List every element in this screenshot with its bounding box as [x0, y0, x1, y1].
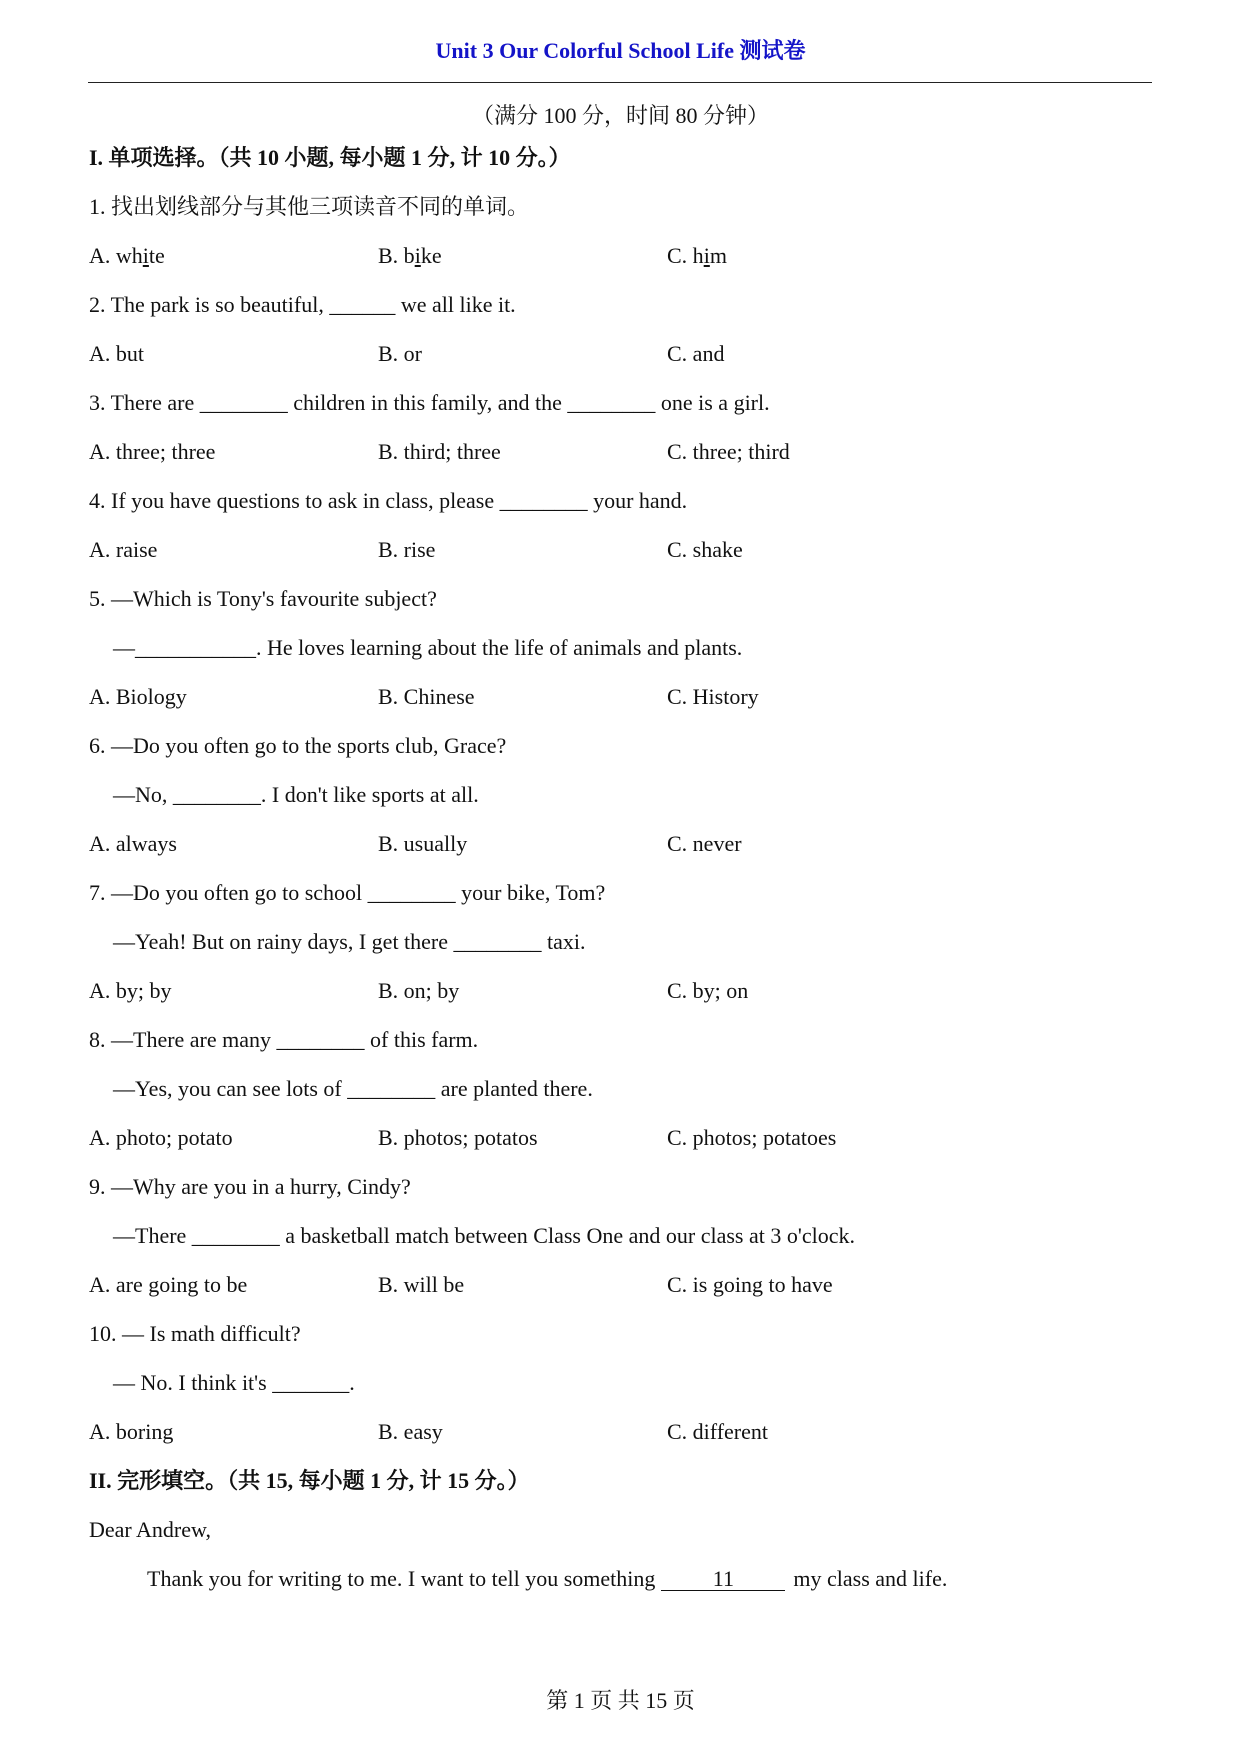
- document-subtitle: （满分 100 分，时间 80 分钟）: [471, 103, 769, 128]
- question-stem: 8. —There are many ________ of this farm.: [89, 1027, 479, 1052]
- question-stem: 1. 找出划线部分与其他三项读音不同的单词。: [89, 194, 530, 219]
- option-b: B. usually: [378, 831, 468, 856]
- question-stem: 4. If you have questions to ask in class, please ________ your hand.: [89, 488, 688, 513]
- letter-greeting: Dear Andrew,: [89, 1517, 211, 1542]
- option-b: B. photos; potatos: [378, 1125, 538, 1150]
- question-options: [89, 536, 1153, 585]
- question-response: — No. I think it's _______.: [113, 1370, 355, 1395]
- question-options: [89, 1124, 1153, 1173]
- question-options: [89, 340, 1153, 389]
- question-stem: 2. The park is so beautiful, ______ we all like it.: [89, 292, 516, 317]
- option-a: A. boring: [89, 1419, 174, 1444]
- option-c: C. different: [667, 1419, 769, 1444]
- option-b: B. easy: [378, 1419, 443, 1444]
- question-stem: 9. —Why are you in a hurry, Cindy?: [89, 1174, 411, 1199]
- section-heading: I. 单项选择。（共 10 小题, 每小题 1 分, 计 10 分。）: [89, 145, 571, 170]
- question-options: [89, 242, 1153, 291]
- question-options: [89, 438, 1153, 487]
- question-stem: 10. — Is math difficult?: [89, 1321, 301, 1346]
- underlined-letter: i: [414, 243, 421, 268]
- question-stem: 5. —Which is Tony's favourite subject?: [89, 586, 437, 611]
- question-stem: 3. There are ________ children in this family, and the ________ one is a girl.: [89, 390, 770, 415]
- question-response: —There ________ a basketball match between Class One and our class at 3 o'clock.: [113, 1223, 855, 1248]
- question-response: —Yeah! But on rainy days, I get there ________ taxi.: [113, 929, 586, 954]
- option-b: B. or: [378, 341, 422, 366]
- option-c: C. and: [667, 341, 725, 366]
- option-c: C. never: [667, 831, 742, 856]
- option-b: B. will be: [378, 1272, 465, 1297]
- paragraph-text: Thank you for writing to me. I want to tell you something: [147, 1566, 656, 1591]
- option-b: B. Chinese: [378, 684, 475, 709]
- document-title: Unit 3 Our Colorful School Life 测试卷: [435, 38, 806, 63]
- option-a: A. but: [89, 341, 144, 366]
- option-a: A. are going to be: [89, 1272, 248, 1297]
- option-c: C. is going to have: [667, 1272, 833, 1297]
- question-response: —___________. He loves learning about the life of animals and plants.: [113, 635, 743, 660]
- option-a: A. by; by: [89, 978, 172, 1003]
- option-b: B. on; by: [378, 978, 460, 1003]
- option-a: A. photo; potato: [89, 1125, 233, 1150]
- option-a: A. three; three: [89, 439, 216, 464]
- option-a: A. raise: [89, 537, 158, 562]
- header-divider: [88, 82, 1152, 83]
- option-a: A. white: [89, 243, 165, 268]
- question-response: —Yes, you can see lots of ________ are planted there.: [113, 1076, 593, 1101]
- option-b: B. third; three: [378, 439, 501, 464]
- question-stem: 6. —Do you often go to the sports club, Grace?: [89, 733, 507, 758]
- option-c: C. three; third: [667, 439, 790, 464]
- option-c: C. him: [667, 243, 727, 268]
- question-options: [89, 683, 1153, 732]
- option-c: C. photos; potatoes: [667, 1125, 837, 1150]
- underlined-letter: i: [142, 243, 149, 268]
- document-body: [89, 144, 1153, 1614]
- question-stem: 7. —Do you often go to school ________ your bike, Tom?: [89, 880, 606, 905]
- section-heading: II. 完形填空。（共 15, 每小题 1 分, 计 15 分。）: [89, 1468, 530, 1493]
- paragraph-text: my class and life.: [793, 1566, 948, 1591]
- question-options: [89, 977, 1153, 1026]
- option-c: C. shake: [667, 537, 743, 562]
- option-b: B. rise: [378, 537, 436, 562]
- page-footer: 第 1 页 共 15 页: [546, 1688, 695, 1713]
- option-b: B. bike: [378, 243, 442, 268]
- cloze-blank: 11: [661, 1568, 785, 1591]
- option-a: A. always: [89, 831, 177, 856]
- question-options: [89, 1418, 1153, 1467]
- option-c: C. History: [667, 684, 759, 709]
- question-response: —No, ________. I don't like sports at all.: [113, 782, 479, 807]
- underlined-letter: i: [703, 243, 710, 268]
- question-options: [89, 1271, 1153, 1320]
- option-a: A. Biology: [89, 684, 187, 709]
- option-c: C. by; on: [667, 978, 749, 1003]
- question-options: [89, 830, 1153, 879]
- letter-paragraph: [89, 1565, 1153, 1614]
